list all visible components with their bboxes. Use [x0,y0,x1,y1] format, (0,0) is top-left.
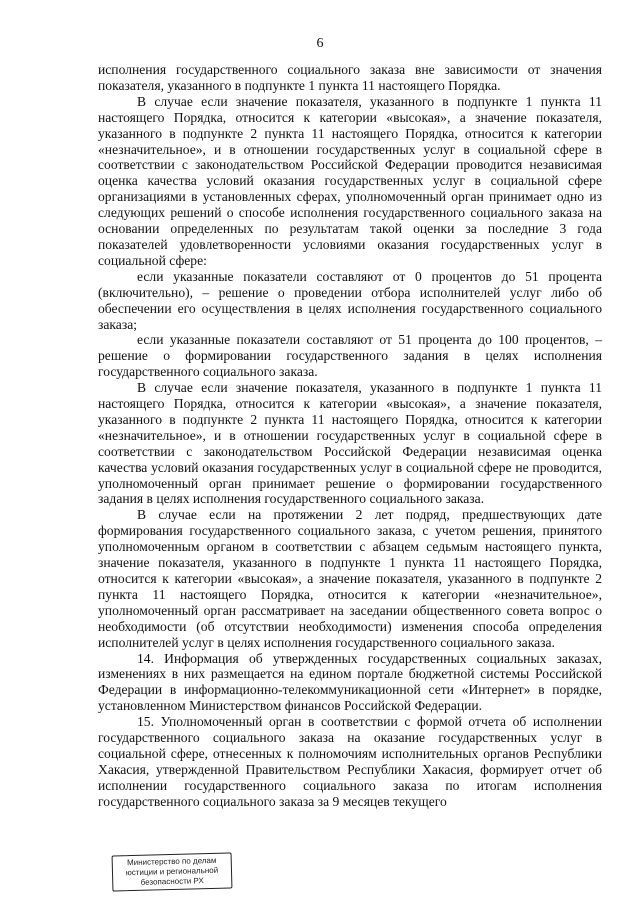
paragraph-continuation: исполнения государственного социального заказа вне зависимости от значения показателя, указанного в подпункте 1 пункта 11 настоящего Порядка. [98,62,602,93]
page-number: 6 [316,36,324,51]
paragraph: если указанные показатели составляют от 51 процента до 100 процентов, – решение о формировании государственного задания в целях исполнения государственного социального заказа. [98,332,602,380]
paragraph: В случае если значение показателя, указанного в подпункте 1 пункта 11 настоящего Порядка, относится к категории «высокая», а значение показателя, указанного в подпункте 2 пункта 11 настоящего Порядка, относится к категории «незначительное», и в отношении государственных услуг в социальной сфере в соответствии с законодательством Российской Федерации проводится независимая оценка качества условий оказания государственных услуг в социальной сфере организациями в установленных сферах, уполномоченный орган принимает одно из следующих решений о способе исполнения государственного социального заказа на основании определенных по результатам такой оценки за последние 3 года показателей удовлетворенности условиями оказания государственных услуг в социальной сфере: [98,93,602,268]
paragraph: В случае если значение показателя, указанного в подпункте 1 пункта 11 настоящего Порядка, относится к категории «высокая», а значение показателя, указанного в подпункте 2 пункта 11 настоящего Порядка, относится к категории «незначительное», и в отношении государственных услуг в социальной сфере в соответствии с законодательством Российской Федерации независимая оценка качества условий оказания государственных услуг в социальной сфере не проводится, уполномоченный орган принимает решение о формировании государственного задания в целях исполнения государственного социального заказа. [98,380,602,507]
paragraph-item-15: 15. Уполномоченный орган в соответствии с формой отчета об исполнении государственного социального заказа на оказание государственных услуг в социальной сфере, отнесенных к полномочиям исполнительных органов Республики Хакасия, утвержденной Правительством Республики Хакасия, формирует отчет об исполнении государственного социального заказа по итогам исполнения государственного социального заказа за 9 месяцев текущего [98,714,602,809]
stamp-line: Министерство по делам [126,855,217,868]
document-body [98,62,602,810]
paragraph-item-14: 14. Информация об утвержденных государственных социальных заказах, изменениях в них размещается на едином портале бюджетной системы Российской Федерации в информационно-телекоммуникационной сети «Интернет» в порядке, установленном Министерством финансов Российской Федерации. [98,650,602,714]
stamp-line: безопасности РХ [140,876,204,887]
paragraph: если указанные показатели составляют от 0 процентов до 51 процента (включительно), – решение о проведении отбора исполнителей услуг либо об обеспечении его осуществления в целях исполнения государственного социального заказа; [98,268,602,332]
paragraph: В случае если на протяжении 2 лет подряд, предшествующих дате формирования государственного социального заказа, с учетом решения, принятого уполномоченным органом в соответствии с абзацем седьмым настоящего пункта, значение показателя, указанного в подпункте 1 пункта 11 настоящего Порядка, относится к категории «высокая», а значение показателя, указанного в подпункте 2 пункта 11 настоящего Порядка, относится к категории «незначительное», уполномоченный орган рассматривает на заседании общественного совета вопрос о необходимости (об отсутствии необходимости) изменения способа определения исполнителей услуг в целях исполнения государственного социального заказа. [98,507,602,650]
ministry-stamp [112,852,233,891]
stamp-line: юстиции и региональной [125,865,219,878]
